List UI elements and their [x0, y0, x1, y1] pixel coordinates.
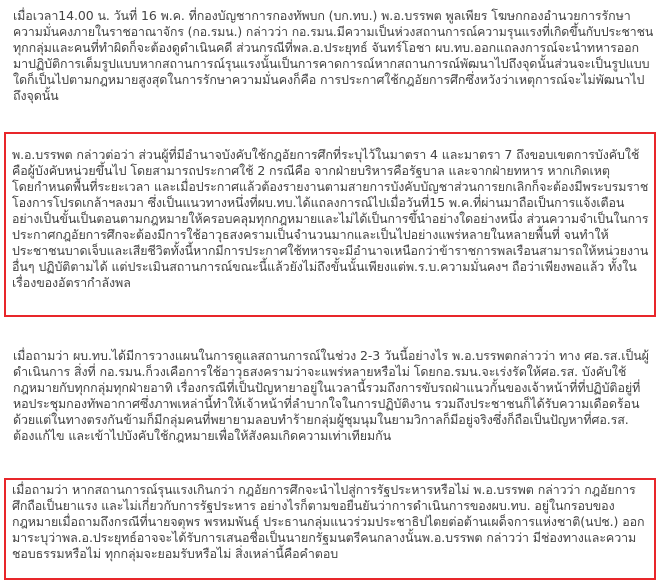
paragraph-line: เมื่อถามว่า ผบ.ทบ.ได้มีการวางแผนในการดูแลสถานการณ์ในช่วง 2-3 วันนี้อย่างไร พ.อ.บรรพตกล่าวว่า ทาง ศอ.รส.เป็นผู้ — [13, 348, 649, 363]
paragraph-line: ต้องแก้ไข และเข้าไปบังคับใช้กฎหมายเพื่อให้สังคมเกิดความเท่าเทียมกัน — [13, 428, 392, 443]
article-paragraph-2-highlighted — [12, 147, 648, 291]
paragraph-line: อื่นๆ ปฏิบัติตามได้ แต่ประเมินสถานการณ์ขณะนี้แล้วยังไม่ถึงขั้นนั้นเพียงแต่พ.ร.บ.ความมั่นคงฯ ถือว่าเพียงพอแล้ว ทั้งใน — [12, 259, 637, 274]
paragraph-line: ความมั่นคงภายในราชอาณาจักร (กอ.รมน.) กล่าวว่า กอ.รมน.มีความเป็นห่วงสถานการณ์ความรุนแรงที่เกิดขึ้นกับประชาชน — [13, 24, 654, 39]
paragraph-line: กฎหมายกับทุกกลุ่มทุกฝ่ายอาทิ เรื่องกรณีที่เป็นปัญหายาอยู่ในเวลานี้รวมถึงการขับรถฝ่าแนวกั้นของเจ้าหน้าที่ที่ปฏิบัติอยู่ที่ — [13, 380, 641, 395]
article-paragraph-4-highlighted — [12, 482, 648, 562]
paragraph-line: ดำเนินการ สิ่งที่ กอ.รมน.ก็วงเคือการใช้อาวุธสงครามว่าจะแพร่หลายหรือไม่ โดยกอ.รมน.จะเร่งรัดให้ศอ.รส. บังคับใช้ — [13, 364, 627, 379]
article-paragraph-1 — [13, 8, 653, 104]
paragraph-line: ประชาชนบาดเจ็บและเสียชีวิตทั้งนี้หากมีการประกาศใช้ทหารจะมีอำนาจเหนือกว่าข้าราชการพลเรือนสามารถให้หน่วยงาน — [12, 243, 649, 258]
paragraph-line: ด้วยแต่ในทางตรงกันข้ามก็มีกลุ่มคนที่พยายามลอบทำร้ายกลุ่มผู้ชุมนุมในยามวิกาลก็มีอยู่จริงซึ่งก็ถือเป็นปัญหาที่ศอ.รส. — [13, 412, 629, 427]
paragraph-line: พ.อ.บรรพต กล่าวต่อว่า ส่วนผู้ที่มีอำนาจบังคับใช้กฎอัยการศึกที่ระบุไว้ในมาตรา 4 และมาตรา 7 ถึงขอบเขตการบังคับใช้ — [12, 147, 640, 162]
paragraph-line: กฎหมายเมื่อถามถึงกรณีที่นายจตุพร พรหมพันธุ์ ประธานกลุ่มแนวร่วมประชาธิปไตยต่อต้านเผด็จการแห่งชาติ(นปช.) ออก — [12, 514, 645, 529]
paragraph-line: โดยกำหนดพื้นที่ระยะเวลา และเมื่อประกาศแล้วต้องรายงานตามสายการบังคับบัญชาส่วนการยกเลิกก็จะต้องมีพระบรมราช — [12, 179, 649, 194]
paragraph-line: โองการโปรดเกล้าฯลงมา ซึ่งเป็นแนวทางหนึ่งที่ผบ.ทบ.ได้แถลงการณ์ไปเมื่อวันที่15 พ.ค.ที่ผ่านมาถือเป็นการแจ้งเตือน — [12, 195, 625, 210]
article-paragraph-3 — [13, 348, 653, 444]
paragraph-line: เมื่อถามว่า หากสถานการณ์รุนแรงเกินกว่า กฎอัยการศึกจะนำไปสู่การรัฐประหารหรือไม่ พ.อ.บรรพต กล่าวว่า กฎอัยการ — [12, 482, 636, 497]
paragraph-line: ใดก็เป็นไปตามกฎหมายสูงสุดในการรักษาความมั่นคงก็คือ การประกาศใช้กฎอัยการศึกซึ่งหวังว่าเหตุการณ์จะไม่พัฒนาไป — [13, 72, 645, 87]
paragraph-line: ทุกกลุ่มและคนที่ทำผิดก็จะต้องดูดำเนินคดี ส่วนกรณีที่พล.อ.ประยุทธ์ จันทร์โอชา ผบ.ทบ.ออกแถลงการณ์จะนำทหารออก — [13, 40, 640, 55]
paragraph-line: คือผู้บังคับหน่วยขึ้นไป โดยสามารถประกาศใช้ 2 กรณีคือ จากฝ่ายบริหารคือรัฐบาล และจากฝ่ายทหาร หากเกิดเหตุ — [12, 163, 610, 178]
paragraph-line: มาปฏิบัติการเต็มรูปแบบหากสถานการณ์รุนแรงนั้นเป็นการคาดการณ์หากสถานการณ์พัฒนาไปถึงจุดนั้นส่วนจะเป็นรูปแบบ — [13, 56, 650, 71]
paragraph-line: ถึงจุดนั้น — [13, 88, 59, 103]
paragraph-line: มาระบุว่าพล.อ.ประยุทธ์อาจจะได้รับการเสนอชื่อเป็นนายกรัฐมนตรีคนกลางนั้นพ.อ.บรรพต กล่าวว่า มีช่องทางและความ — [12, 530, 637, 545]
paragraph-line: ศึกถือเป็นยาแรง และไม่เกี่ยวกับการรัฐประหาร อย่างไรก็ตามขอยืนยันว่าการดำเนินการของผบ.ทบ. อยู่ในกรอบของ — [12, 498, 615, 513]
paragraph-line: ประกาศกฎอัยการศึกจะต้องมีการใช้อาวุธสงครามเป็นจำนวนมากและเป็นไปอย่างแพร่หลายในหลายพื้นที่ จนทำให้ — [12, 227, 609, 242]
paragraph-line: เรื่องของอัตรากำลังพล — [12, 275, 131, 290]
paragraph-line: ชอบธรรมหรือไม่ ทุกกลุ่มจะยอมรับหรือไม่ สิ่งเหล่านี้คือคำตอบ — [12, 546, 339, 561]
paragraph-line: อย่างเป็นขั้นเป็นตอนตามกฎหมายให้ครอบคลุมทุกกฎหมายและไม่ได้เป็นการขึ้นำอย่างใดอย่างหนึ่ง ส่วนความจำเป็นในการ — [12, 211, 649, 226]
paragraph-line: หอประชุมกองทัพอากาศซึ่งภาพเหล่านี้ทำให้เจ้าหน้าที่ลำบากใจในการปฏิบัติงาน รวมถึงประชาชนก็ได้รับความเดือดร้อน — [13, 396, 640, 411]
paragraph-line: เมื่อเวลา14.00 น. วันที่ 16 พ.ค. ที่กองบัญชาการกองทัพบก (บก.ทบ.) พ.อ.บรรพต พูลเพียร โฆษกกองอำนวยการรักษา — [13, 8, 631, 23]
